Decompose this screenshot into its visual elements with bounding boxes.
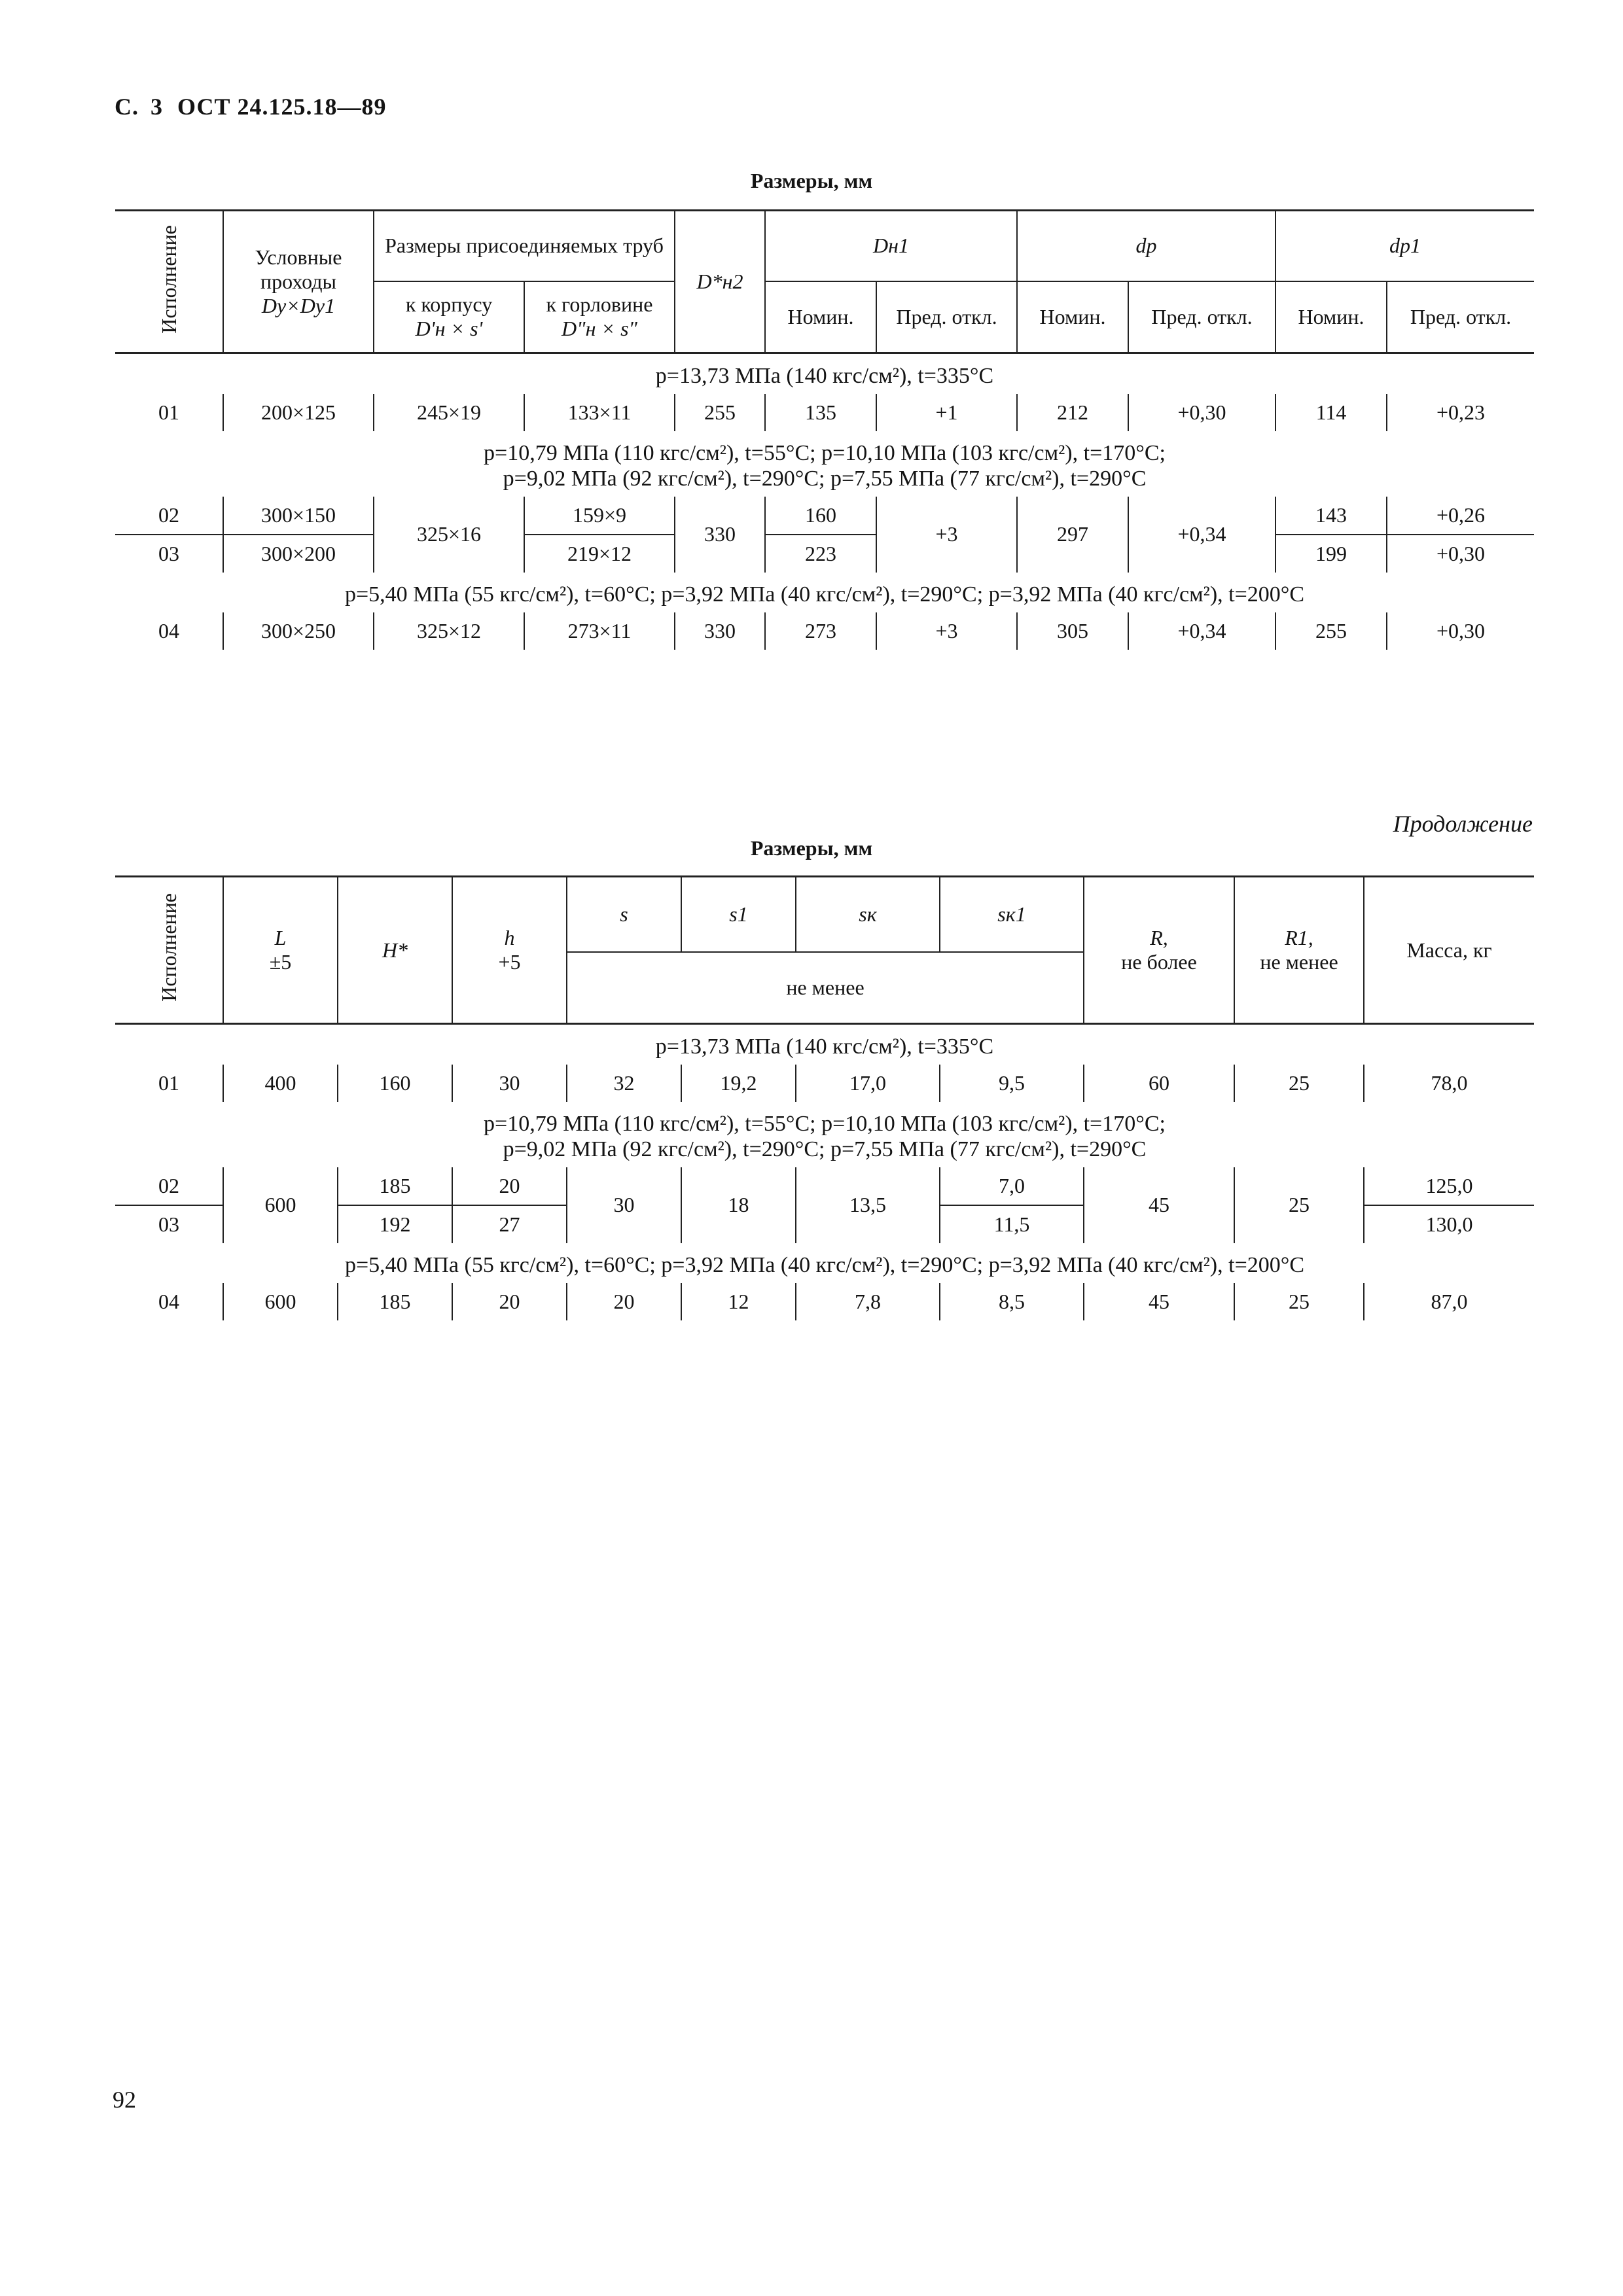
t1-cell: 255 [675,394,765,431]
table1-caption: Размеры, мм [750,169,873,192]
table2-caption: Размеры, мм [750,836,873,860]
t1-cell: 245×19 [374,394,524,431]
table-row [115,1283,1534,1320]
table-row [115,1167,1534,1205]
t1-cell: +3 [876,612,1017,650]
t1-header-nom: Номин. [1017,281,1128,353]
t1-cell: 159×9 [524,497,675,535]
t1-cell: 02 [115,497,223,535]
t2-cell: 7,0 [940,1167,1084,1205]
t1-cell: 223 [765,535,876,573]
t2-cell: 7,8 [796,1283,940,1320]
t1-cell: +0,23 [1387,394,1534,431]
table-row [115,1065,1534,1102]
t1-cell: +0,26 [1387,497,1534,535]
t2-header-mass: Масса, кг [1364,877,1534,1024]
t2-header-variant: Исполнение [115,877,223,1024]
t1-cell: 01 [158,400,179,425]
t2-cell: 78,0 [1364,1065,1534,1102]
t1-cell: 04 [158,618,179,643]
table-row [115,612,1534,650]
t1-cell: 300×150 [223,497,374,535]
t1-header-cond-pass: Условные проходы Dу×Dу1 [223,211,374,353]
t1-cell: 305 [1017,612,1128,650]
t1-header-pipe-sizes: Размеры присоединяемых труб [374,211,675,281]
t1-cell: 330 [675,612,765,650]
t1-cell: 160 [765,497,876,535]
t2-cell: 30 [452,1065,567,1102]
table-row [115,497,1534,535]
t2-cell: 12 [681,1283,796,1320]
t1-header-variant: Исполнение [115,211,223,353]
document-code: ОСТ 24.125.18—89 [177,94,387,120]
t2-cell: 32 [567,1065,681,1102]
t1-header-dev: Пред. откл. [1387,281,1534,353]
t2-cell: 03 [158,1212,179,1236]
t2-cell: 45 [1084,1167,1234,1243]
t2-cell: 18 [681,1167,796,1243]
t2-cell: 19,2 [681,1065,796,1102]
t2-condition: p=5,40 МПа (55 кгс/см²), t=60°C; p=3,92 МПа (40 кгс/см²), t=290°C; p=3,92 МПа (40 кгс/см²), t=200°C [344,1252,1305,1277]
t1-header-dp: dр [1017,211,1275,281]
t2-cell: 20 [567,1283,681,1320]
t1-condition: p=5,40 МПа (55 кгс/см²), t=60°C; p=3,92 МПа (40 кгс/см²), t=290°C; p=3,92 МПа (40 кгс/см²), t=200°C [344,582,1305,607]
t1-cell: 273 [765,612,876,650]
t2-cell: 160 [338,1065,452,1102]
t2-header-L: L ±5 [223,877,338,1024]
t2-cell: 60 [1084,1065,1234,1102]
page-number: 92 [113,2087,136,2113]
t2-cell: 04 [158,1289,179,1313]
table2 [115,875,1534,1320]
t1-cell: 200×125 [223,394,374,431]
t1-header-dev: Пред. откл. [1128,281,1275,353]
table1 [115,209,1534,650]
page-label: С. [115,94,139,120]
t1-header-to-neck: к горловине D"н × s" [524,281,675,353]
t2-cell: 25 [1234,1167,1364,1243]
t1-cell: 199 [1275,535,1387,573]
t1-cell: 300×200 [223,535,374,573]
t1-cell: 219×12 [524,535,675,573]
t2-cell: 185 [338,1283,452,1320]
t2-header-sk: sк [796,877,940,952]
t2-cell: 01 [158,1071,179,1095]
t2-cell: 45 [1084,1283,1234,1320]
t1-header-dn1: Dн1 [765,211,1017,281]
page-label-number: 3 [151,94,163,120]
t2-cell: 25 [1234,1283,1364,1320]
t1-cell: +0,30 [1128,394,1275,431]
t2-condition: p=13,73 МПа (140 кгс/см²), t=335°C [655,1034,994,1059]
t2-cell: 600 [223,1283,338,1320]
t2-header-not-less: не менее [567,952,1084,1024]
t1-header-dn2: D*н2 [675,211,765,353]
t2-cell: 20 [452,1283,567,1320]
t1-cell: 330 [675,497,765,573]
t2-cell: 20 [452,1167,567,1205]
page-header [115,93,386,120]
t1-cell: 03 [158,541,179,565]
t1-cell: 297 [1017,497,1128,573]
t2-cell: 130,0 [1364,1205,1534,1243]
t1-condition: p=10,79 МПа (110 кгс/см²), t=55°C; p=10,10 МПа (103 кгс/см²), t=170°C; p=9,02 МПа (92 кгс/см²), t=290°C; p=7,55 МПа (77 кгс/см²), t=290°C [484,440,1166,491]
t2-cell: 27 [452,1205,567,1243]
t1-cell: +0,34 [1128,612,1275,650]
t1-cell: 325×16 [374,497,524,573]
t2-cell: 185 [338,1167,452,1205]
t2-cell: 30 [567,1167,681,1243]
t1-header-dev: Пред. откл. [876,281,1017,353]
t1-cell: 300×250 [223,612,374,650]
t1-cell: 212 [1017,394,1128,431]
t1-cell: 133×11 [524,394,675,431]
t1-cell: 273×11 [524,612,675,650]
t1-cell: 135 [765,394,876,431]
t2-cell: 400 [223,1065,338,1102]
t2-header-R: R, не более [1084,877,1234,1024]
t1-cell: +0,30 [1387,535,1534,573]
t1-cell: +1 [876,394,1017,431]
t2-cell: 02 [115,1167,223,1205]
t2-header-s1: s1 [681,877,796,952]
t2-header-sk1: sк1 [940,877,1084,952]
t1-cell: 114 [1275,394,1387,431]
t1-cell: 255 [1275,612,1387,650]
t1-cell: 143 [1275,497,1387,535]
t1-header-dp1: dр1 [1275,211,1534,281]
t2-header-R1: R1, не менее [1234,877,1364,1024]
t2-cell: 13,5 [796,1167,940,1243]
t1-cell: +3 [876,497,1017,573]
t1-cell: +0,30 [1387,612,1534,650]
t2-cell: 600 [223,1167,338,1243]
table-row [115,394,1534,431]
t2-cell: 9,5 [940,1065,1084,1102]
continuation-label: Продолжение [1393,811,1533,837]
t2-condition: p=10,79 МПа (110 кгс/см²), t=55°C; p=10,10 МПа (103 кгс/см²), t=170°C; p=9,02 МПа (92 кгс/см²), t=290°C; p=7,55 МПа (77 кгс/см²), t=290°C [484,1111,1166,1161]
t2-cell: 87,0 [1364,1283,1534,1320]
t2-cell: 125,0 [1364,1167,1534,1205]
t2-cell: 25 [1234,1065,1364,1102]
t2-cell: 192 [338,1205,452,1243]
t2-cell: 17,0 [796,1065,940,1102]
t1-header-to-body: к корпусу D'н × s' [374,281,524,353]
table-row [115,535,1534,573]
t1-cell: 325×12 [374,612,524,650]
t2-cell: 11,5 [940,1205,1084,1243]
t2-header-H: H* [338,877,452,1024]
t1-condition: p=13,73 МПа (140 кгс/см²), t=335°C [655,364,994,388]
t2-header-h: h +5 [452,877,567,1024]
t1-header-nom: Номин. [765,281,876,353]
t2-header-s: s [567,877,681,952]
t2-cell: 8,5 [940,1283,1084,1320]
t1-header-nom: Номин. [1275,281,1387,353]
t1-cell: +0,34 [1128,497,1275,573]
